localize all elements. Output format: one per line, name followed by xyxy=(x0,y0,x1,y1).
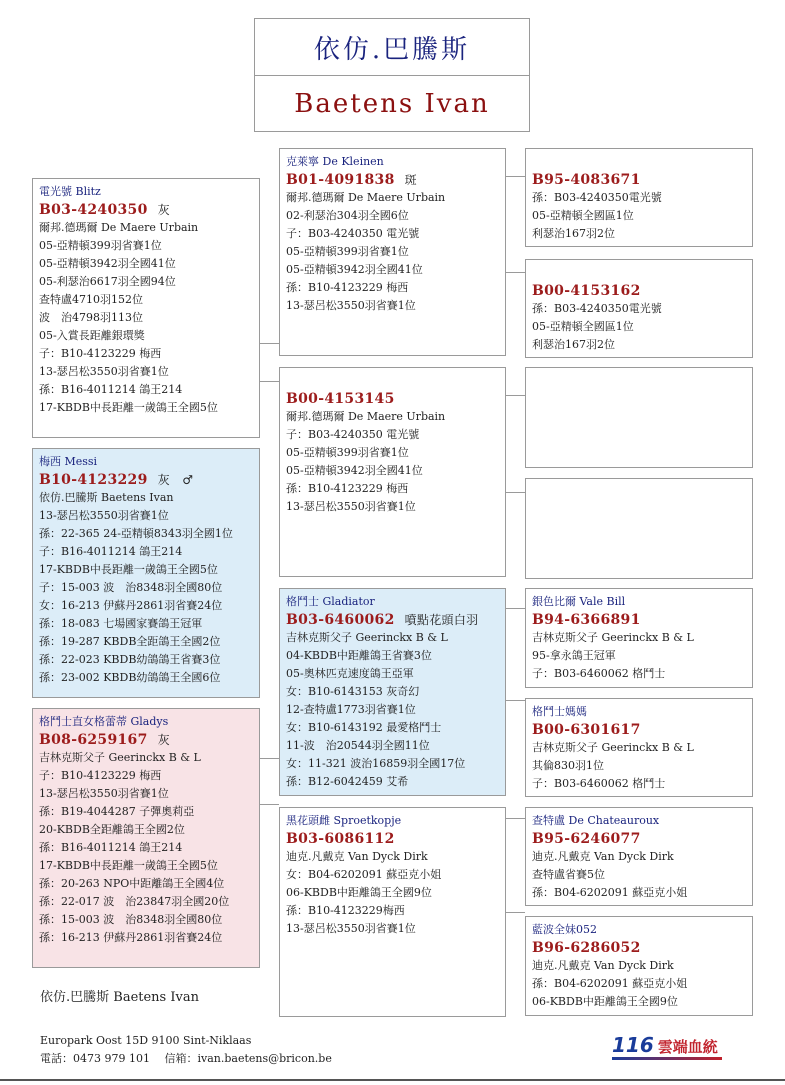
sire-sire-color: 斑 xyxy=(404,173,417,187)
gen3-sss-ring: B95-4083671 xyxy=(532,172,641,188)
gen3-dds-ring: B95-6246077 xyxy=(532,831,641,847)
dam-sire-details: 吉林克斯父子 Geerinckx B & L 04-KBDB中距離鴿王省賽3位 05-奧林匹克速度鴿王亞軍 女：B10-6143153 灰奇幻 12-查特盧1773羽省賽1位 女：B10-6143192 最愛格鬥士 11-波 治20544羽全國11位 女：11-321 波治16859羽全國17位 孫：B12-6042459 艾希 xyxy=(286,631,466,788)
dam-ring: B08-6259167 灰 xyxy=(39,732,170,748)
dam-sire-name: 格鬥士 Gladiator xyxy=(286,595,375,608)
sire-sire-ring: B01-4091838 斑 xyxy=(286,172,417,188)
sire-ring: B03-4240350 灰 xyxy=(39,202,170,218)
subject-ring: B10-4123229 灰 ♂ xyxy=(39,472,194,488)
gen3-sss-card: B95-4083671 孫：B03-4240350電光號 05-亞精頓全國區1位 利瑟治167羽2位 xyxy=(525,148,753,247)
gen3-ddd-card: 藍波全妹052 B96-6286052 迪克.凡戴克 Van Dyck Dirk 孫：B04-6202091 蘇亞克小姐 06-KBDB中距離鴿王全國9位 xyxy=(525,916,753,1016)
gen3-ssd-card: B00-4153162 孫：B03-4240350電光號 05-亞精頓全國區1位 利瑟治167羽2位 xyxy=(525,259,753,358)
gen3-ddd-name: 藍波全妹052 xyxy=(532,923,597,936)
gen3-dsd-card: 格鬥士媽媽 B00-6301617 吉林克斯父子 Geerinckx B & L 其倫830羽1位 子：B03-6460062 格鬥士 xyxy=(525,698,753,797)
footer-contact xyxy=(40,1032,332,1068)
dam-dam-details: 迪克.凡戴克 Van Dyck Dirk 女：B04-6202091 蘇亞克小姐 06-KBDB中距離鴿王全國9位 孫：B10-4123229梅西 13-瑟呂松3550羽省賽1位 xyxy=(286,850,442,935)
connector xyxy=(505,700,525,701)
gen3-dss-ring: B94-6366891 xyxy=(532,612,641,628)
connector xyxy=(505,912,525,913)
dam-card xyxy=(32,708,260,968)
gen3-sds-card xyxy=(525,367,753,468)
connector xyxy=(505,492,525,493)
gen3-dss-card: 銀色比爾 Vale Bill B94-6366891 吉林克斯父子 Geerinckx B & L 95-拿永鴿王冠軍 子：B03-6460062 格鬥士 xyxy=(525,588,753,688)
connector xyxy=(505,818,525,819)
dam-dam-name: 黑花頭雌 Sproetkopje xyxy=(286,814,402,827)
sire-dam-ring: B00-4153145 xyxy=(286,391,395,407)
connector xyxy=(259,381,279,382)
dam-details: 吉林克斯父子 Geerinckx B & L 子：B10-4123229 梅西 13-瑟呂松3550羽省賽1位 孫：B19-4044287 子彈奧莉亞 20-KBDB全距離鴿王全國2位 孫：B16-4011214 鴿王214 17-KBDB中長距離一歲鴿王全國5位 孫：20-263 NPO中距離鴿王全國4位 孫：22-017 波 治23847羽全國20位 孫：15-003 波 治8348羽全國80位 孫：16-213 伊蘇丹2861羽省賽24位 xyxy=(39,751,230,944)
subject-color: 灰 ♂ xyxy=(157,473,194,487)
connector xyxy=(259,758,279,759)
dam-name: 格鬥士直女格蕾蒂 Gladys xyxy=(39,715,169,728)
title-box xyxy=(254,18,530,132)
bottom-divider xyxy=(0,1079,785,1081)
gen3-sdd-card xyxy=(525,478,753,579)
connector xyxy=(505,395,525,396)
sire-color: 灰 xyxy=(157,203,170,217)
subject-card xyxy=(32,448,260,698)
connector xyxy=(259,343,279,344)
logo-number: 116 xyxy=(612,1033,654,1057)
sire-details: 爾邦.德瑪爾 De Maere Urbain 05-亞精頓399羽省賽1位 05-亞精頓3942羽全國41位 05-利瑟治6617羽全國94位 查特盧4710羽152位 波 治4798羽113位 05-入賞長距離銀環獎 子：B10-4123229 梅西 13-瑟呂松3550羽省賽1位 孫：B16-4011214 鴿王214 17-KBDB中長距離一歲鴿王全國5位 xyxy=(39,221,218,414)
logo-underline xyxy=(612,1057,722,1060)
connector xyxy=(259,804,279,805)
connector xyxy=(505,176,525,177)
footer-owner: 依仿.巴騰斯 Baetens Ivan xyxy=(40,990,199,1005)
footer-address: Europark Oost 15D 9100 Sint-Niklaas xyxy=(40,1034,252,1047)
dam-sire-card xyxy=(279,588,506,796)
sire-sire-card xyxy=(279,148,506,356)
sire-dam-details: 爾邦.德瑪爾 De Maere Urbain 子：B03-4240350 電光號 05-亞精頓399羽省賽1位 05-亞精頓3942羽全國41位 孫：B10-4123229 梅西 13-瑟呂松3550羽省賽1位 xyxy=(286,410,446,513)
gen3-dsd-name: 格鬥士媽媽 xyxy=(532,705,587,718)
gen3-ssd-ring: B00-4153162 xyxy=(532,283,641,299)
dam-sire-color: 噴點花頭白羽 xyxy=(404,613,479,627)
dam-color: 灰 xyxy=(157,733,170,747)
brand-logo xyxy=(612,1033,718,1057)
gen3-dds-name: 查特盧 De Chateauroux xyxy=(532,814,660,827)
owner-title-chinese: 依仿.巴騰斯 xyxy=(255,19,529,76)
gen3-dds-card: 查特盧 De Chateauroux B95-6246077 迪克.凡戴克 Van Dyck Dirk 查特盧省賽5位 孫：B04-6202091 蘇亞克小姐 xyxy=(525,807,753,906)
sire-dam-name xyxy=(286,372,499,390)
sire-name: 電光號 Blitz xyxy=(39,185,101,198)
logo-text: 雲端血統 xyxy=(657,1038,718,1056)
gen3-ddd-ring: B96-6286052 xyxy=(532,940,641,956)
sire-dam-card xyxy=(279,367,506,577)
sire-card xyxy=(32,178,260,438)
footer-phone-email: 電話：0473 979 101 信箱：ivan.baetens@bricon.be xyxy=(40,1052,332,1065)
sire-sire-name: 克萊寧 De Kleinen xyxy=(286,155,384,168)
gen3-dsd-ring: B00-6301617 xyxy=(532,722,641,738)
subject-name: 梅西 Messi xyxy=(39,455,98,468)
subject-details: 依仿.巴騰斯 Baetens Ivan 13-瑟呂松3550羽省賽1位 孫：22-365 24-亞精頓8343羽全國1位 子：B16-4011214 鴿王214 17-KBDB中長距離一歲鴿王全國5位 子：15-003 波 治8348羽全國80位 女：16-213 伊蘇丹2861羽省賽24位 孫：18-083 七場國家賽鴿王冠軍 孫：19-287 KBDB全距鴿王全國2位 孫：22-023 KBDB幼鴿鴿王省賽3位 孫：23-002 KBDB幼鴿鴿王全國6位 xyxy=(39,491,233,684)
sire-sire-details: 爾邦.德瑪爾 De Maere Urbain 02-利瑟治304羽全國6位 子：B03-4240350 電光號 05-亞精頓399羽省賽1位 05-亞精頓3942羽全國41位 孫：B10-4123229 梅西 13-瑟呂松3550羽省賽1位 xyxy=(286,191,446,312)
dam-dam-card xyxy=(279,807,506,1017)
dam-sire-ring: B03-6460062 噴點花頭白羽 xyxy=(286,612,479,628)
dam-dam-ring: B03-6086112 xyxy=(286,831,395,847)
owner-title-english: Baetens Ivan xyxy=(294,89,490,119)
connector xyxy=(505,608,525,609)
gen3-dss-name: 銀色比爾 Vale Bill xyxy=(532,595,626,608)
connector xyxy=(505,272,525,273)
